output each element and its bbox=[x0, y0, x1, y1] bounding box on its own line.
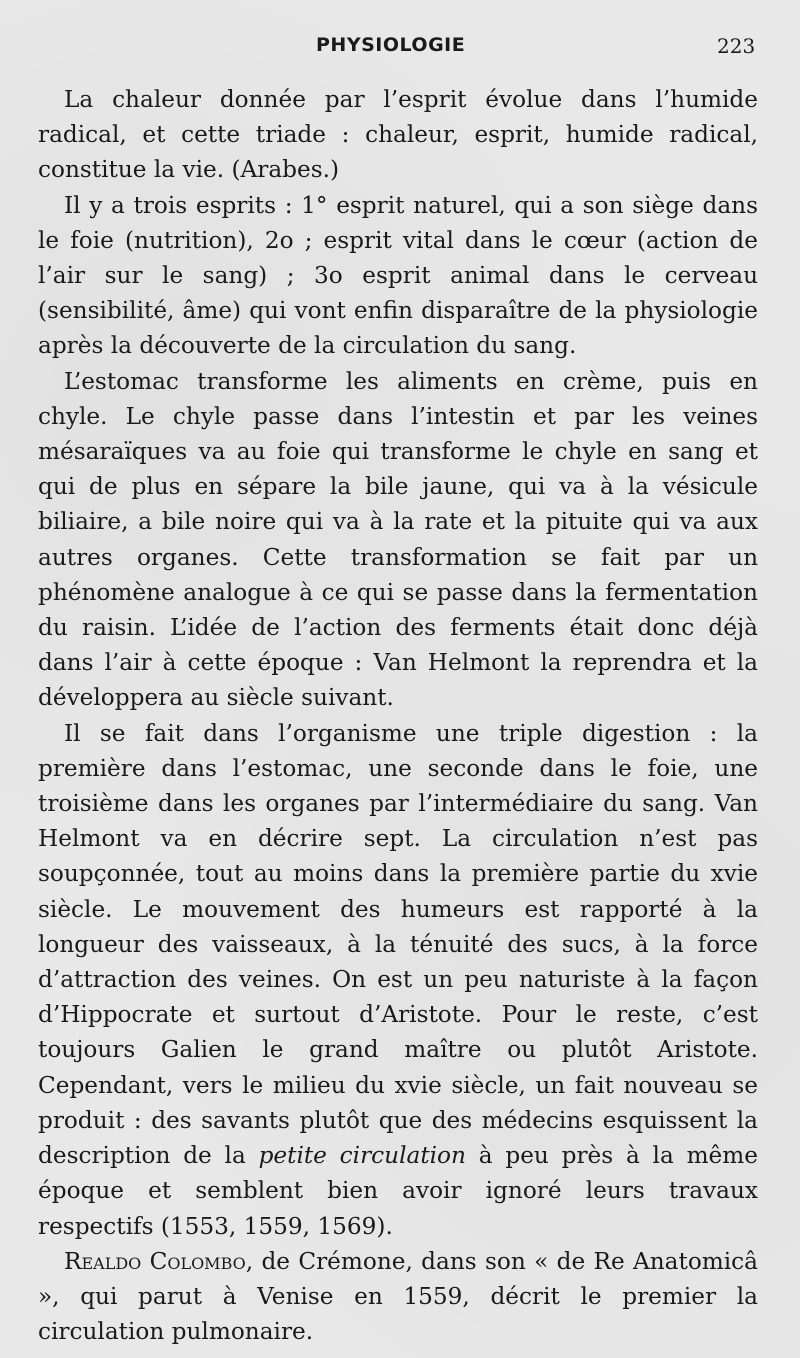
petite-circulation-italic: petite circulation bbox=[258, 1142, 466, 1170]
colombo-text: , de Crémone, dans son « de Re Anatomicâ », qui parut à Venise en 1559, décrit le premier la circulation pulmonaire. bbox=[38, 1247, 758, 1346]
author-name-smallcaps: Realdo Colombo bbox=[64, 1247, 246, 1275]
paragraph-digestion bbox=[38, 716, 758, 1244]
paragraph-trois-esprits: Il y a trois esprits : 1° esprit naturel, qui a son siège dans le foie (nutrition), 2o ; esprit vital dans le cœur (action de l’air sur le sang) ; 3o esprit animal dans le cerveau (sensibilité, âme) qui vont enfin disparaître de la physiologie après la découverte de la circulation du sang. bbox=[38, 191, 758, 360]
paragraph-chaleur: La chaleur donnée par l’esprit évolue dans l’humide radical, et cette triade : chaleur, esprit, humide radical, constitue la vie. (Arabes.) bbox=[38, 86, 758, 184]
body-text bbox=[38, 82, 758, 1349]
running-header-title: PHYSIOLOGIE bbox=[316, 34, 466, 56]
page-number: 223 bbox=[717, 34, 756, 58]
digestion-text-end: à peu près à la même époque et semblent bien avoir ignoré leurs travaux respectifs (1553, 1559, 1569). bbox=[38, 1142, 758, 1240]
paragraph-estomac: L’estomac transforme les aliments en crème, puis en chyle. Le chyle passe dans l’intestin et par les veines mésaraïques va au foie qui transforme le chyle en sang et qui de plus en sépare la bile jaune, qui va à la vésicule biliaire, a bile noire qui va à la rate et la pituite qui va aux autres organes. Cette transformation se fait par un phénomène analogue à ce qui se passe dans la fermentation du raisin. L’idée de l’action des ferments était donc déjà dans l’air à cette époque : Van Helmont la reprendra et la développera au siècle suivant. bbox=[38, 367, 758, 712]
digestion-text: Il se fait dans l’organisme une triple digestion : la première dans l’estomac, une seconde dans le foie, une troisième dans les organes par l’intermédiaire du sang. Van Helmont va en décrire sept. La circulation n’est pas soupçonnée, tout au moins dans la première partie du xvie siècle. Le mouvement des humeurs est rapporté à la longueur des vaisseaux, à la ténuité des sucs, à la force d’attraction des veines. On est un peu naturiste à la façon d’Hippocrate et surtout d’Aristote. Pour le reste, c’est toujours Galien le grand maître ou plutôt Aristote. Cependant, vers le milieu du xvie siècle, un fait nouveau se produit : des savants plutôt que des médecins esquissent la description de la bbox=[38, 719, 758, 1170]
paragraph-colombo bbox=[38, 1244, 758, 1350]
